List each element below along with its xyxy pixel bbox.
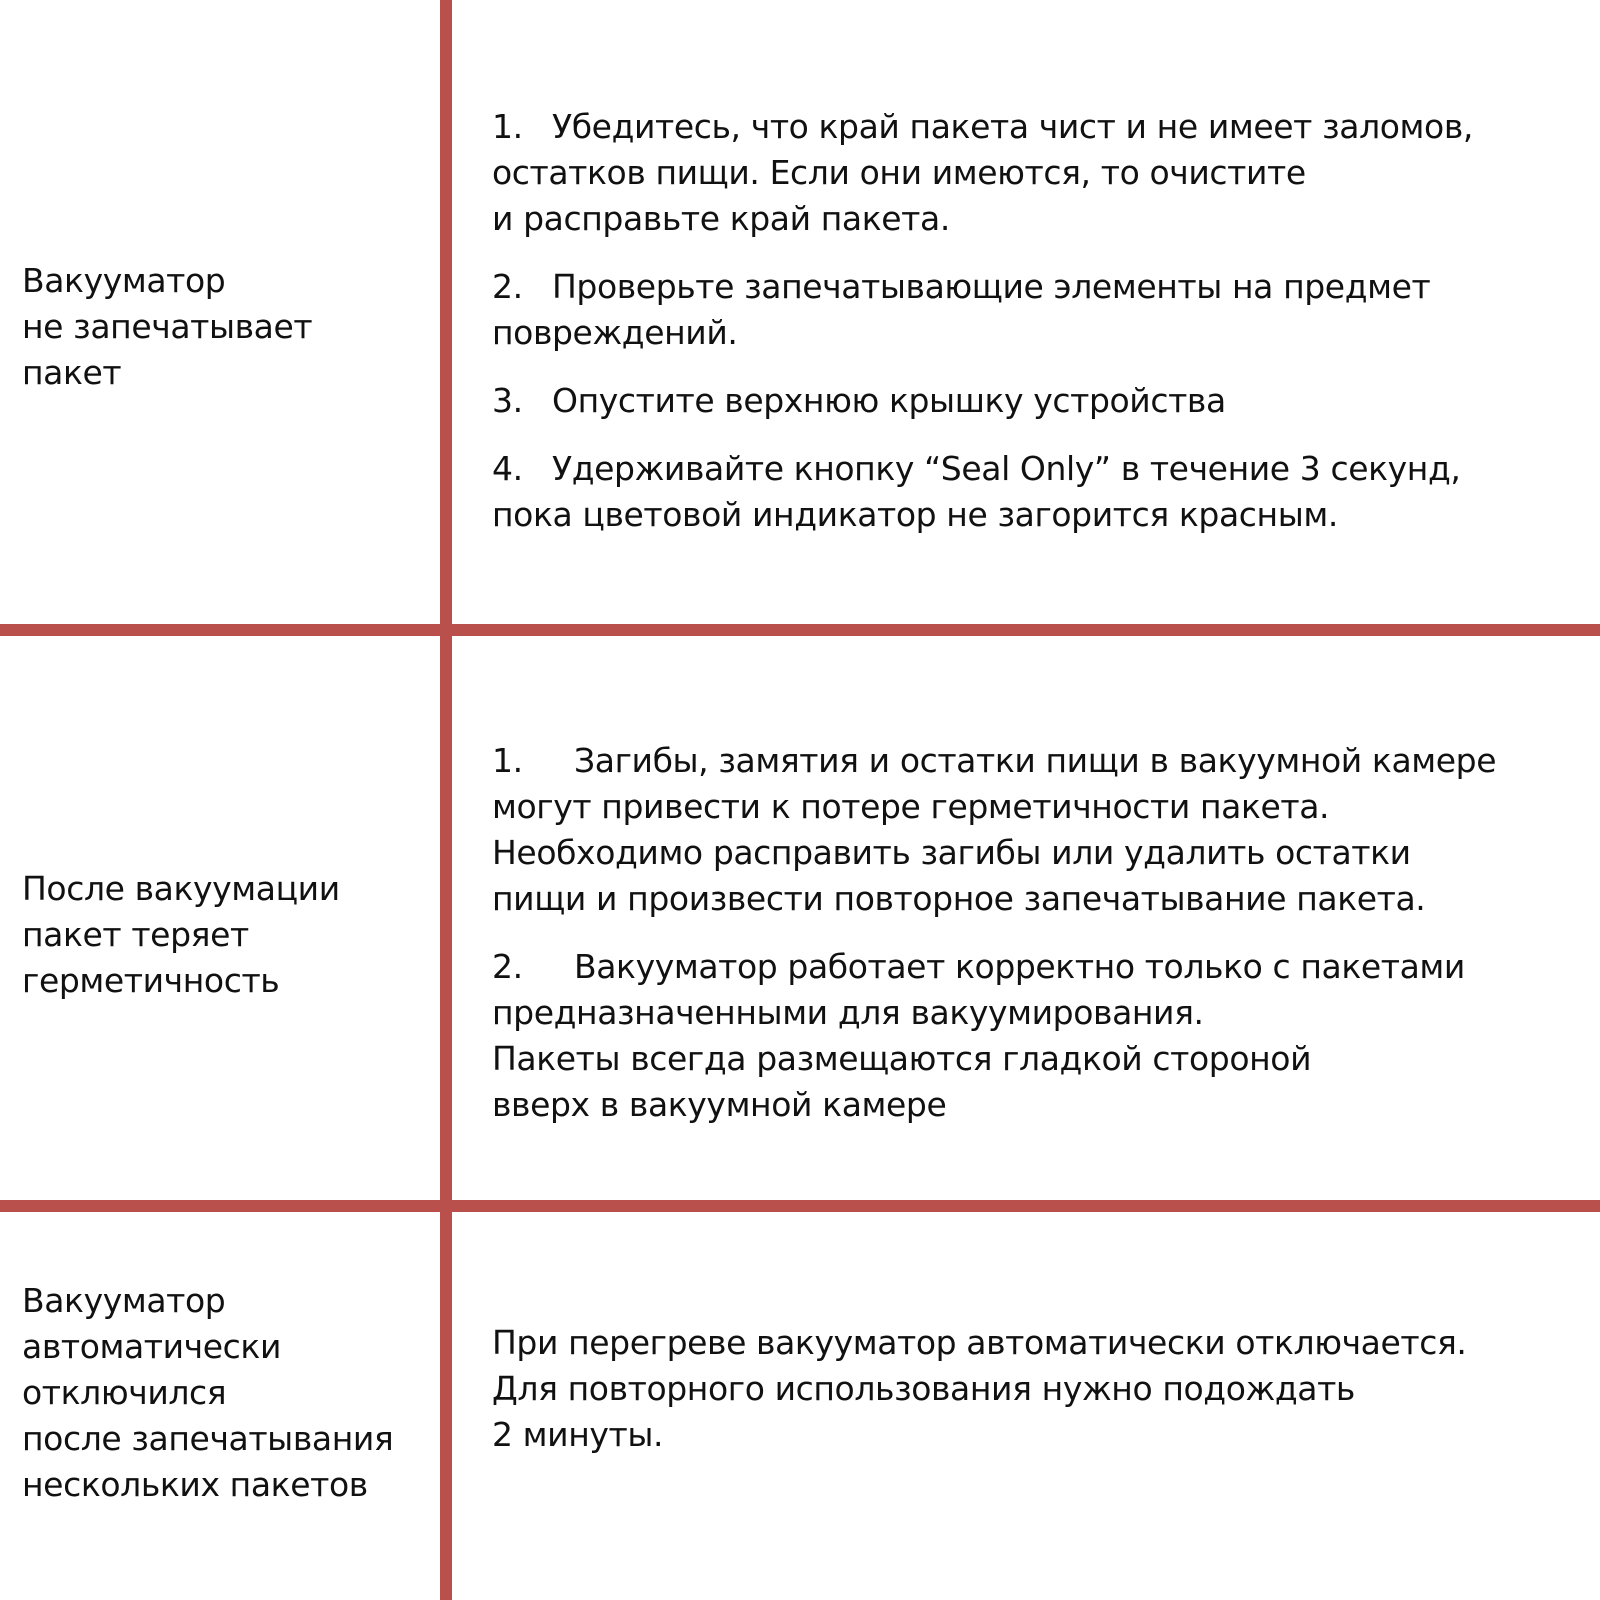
problem-line: нескольких пакетов [22, 1465, 368, 1504]
solution-text: Убедитесь, что край пакета чист и не имеет заломов, [552, 107, 1473, 146]
solution-item [492, 738, 1590, 922]
solution-text: пока цветовой индикатор не загорится красным. [492, 495, 1338, 534]
solution-text: остатков пищи. Если они имеются, то очистите [492, 153, 1306, 192]
solution-item [492, 944, 1590, 1128]
solution-item [492, 446, 1590, 538]
problem-line: отключился [22, 1373, 227, 1412]
solution-number: 3. [492, 381, 523, 420]
problem-cell [22, 866, 432, 1004]
solution-cell [492, 1320, 1590, 1480]
solution-text: и расправьте край пакета. [492, 199, 950, 238]
solution-text: При перегреве вакууматор автоматически отключается. [492, 1323, 1467, 1362]
problem-line: Вакууматор [22, 1281, 226, 1320]
solution-text: Загибы, замятия и остатки пищи в вакуумной камере [574, 741, 1497, 780]
problem-line: пакет [22, 353, 122, 392]
solution-cell [492, 738, 1590, 1150]
row-divider [0, 624, 1600, 636]
solution-text: 2 минуты. [492, 1415, 664, 1454]
solution-text: предназначенными для вакуумирования. [492, 993, 1204, 1032]
solution-text: повреждений. [492, 313, 738, 352]
solution-text: вверх в вакуумной камере [492, 1085, 947, 1124]
solution-text: Вакууматор работает корректно только с пакетами [574, 947, 1465, 986]
solution-text: могут привести к потере герметичности пакета. [492, 787, 1330, 826]
solution-cell [492, 104, 1590, 560]
solution-number: 2. [492, 947, 523, 986]
solution-text: Опустите верхнюю крышку устройства [552, 381, 1226, 420]
problem-line: не запечатывает [22, 307, 313, 346]
problem-line: После вакуумации [22, 869, 340, 908]
solution-text: Необходимо расправить загибы или удалить остатки [492, 833, 1411, 872]
solution-number: 4. [492, 449, 523, 488]
problem-line: Вакууматор [22, 261, 226, 300]
row-divider [0, 1200, 1600, 1212]
solution-number: 1. [492, 107, 523, 146]
solution-text: Проверьте запечатывающие элементы на предмет [552, 267, 1431, 306]
solution-number: 1. [492, 741, 523, 780]
solution-number: 2. [492, 267, 523, 306]
solution-text: пищи и произвести повторное запечатывание пакета. [492, 879, 1426, 918]
problem-cell [22, 258, 432, 396]
problem-line: герметичность [22, 961, 280, 1000]
solution-item [492, 264, 1590, 356]
solution-text: Удерживайте кнопку “Seal Only” в течение 3 секунд, [552, 449, 1461, 488]
problem-cell [22, 1278, 432, 1508]
solution-text: Пакеты всегда размещаются гладкой стороной [492, 1039, 1312, 1078]
column-divider [440, 0, 452, 1600]
solution-text: Для повторного использования нужно подождать [492, 1369, 1355, 1408]
solution-item [492, 1320, 1590, 1458]
solution-item [492, 104, 1590, 242]
problem-line: после запечатывания [22, 1419, 394, 1458]
solution-item [492, 378, 1590, 424]
problem-line: автоматически [22, 1327, 281, 1366]
problem-line: пакет теряет [22, 915, 249, 954]
